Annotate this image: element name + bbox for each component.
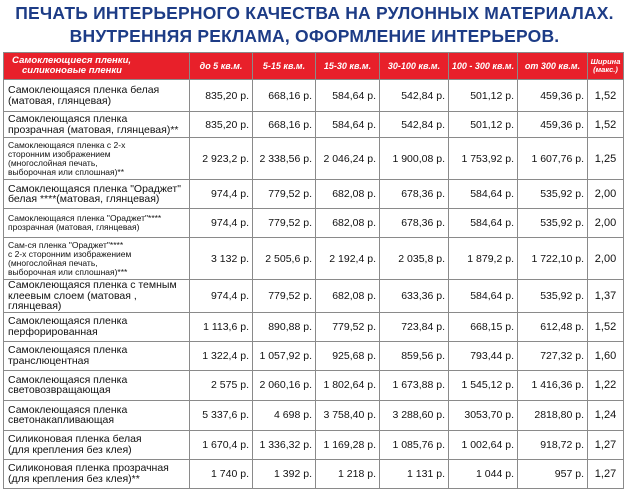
material-name-cell — [4, 80, 190, 112]
table-row — [4, 370, 624, 400]
material-name-cell — [4, 280, 190, 313]
page-title-line-1: ПЕЧАТЬ ИНТЕРЬЕРНОГО КАЧЕСТВА НА РУЛОННЫХ МАТЕРИАЛАХ. — [15, 3, 614, 23]
header-material-line-2: силиконовые пленки — [22, 65, 122, 76]
material-name-line: Самоклеющаяся пленка с 2-х — [8, 139, 126, 150]
price-cell: 2818,80 р. — [518, 400, 588, 430]
price-cell: 1 670,4 р. — [190, 430, 253, 459]
price-cell: 723,84 р. — [380, 312, 449, 341]
table-row — [4, 400, 624, 430]
table-row — [4, 138, 624, 180]
width-cell: 1,52 — [588, 312, 624, 341]
price-cell: 535,92 р. — [518, 209, 588, 238]
price-cell: 542,84 р. — [380, 112, 449, 138]
price-cell: 974,4 р. — [190, 280, 253, 313]
width-cell: 1,22 — [588, 370, 624, 400]
table-row — [4, 209, 624, 238]
material-name-line: с 2-х сторонним изображением — [8, 248, 132, 259]
price-cell: 859,56 р. — [380, 341, 449, 370]
price-cell: 668,16 р. — [253, 112, 316, 138]
material-name-cell — [4, 112, 190, 138]
header-15-30: 15-30 кв.м. — [316, 53, 380, 80]
price-cell: 2 575 р. — [190, 370, 253, 400]
width-cell: 1,27 — [588, 459, 624, 488]
material-name-line: выборочная или сплошная)** — [8, 166, 125, 177]
price-cell: 1 673,88 р. — [380, 370, 449, 400]
price-cell: 835,20 р. — [190, 80, 253, 112]
table-row — [4, 459, 624, 488]
price-cell: 925,68 р. — [316, 341, 380, 370]
material-name-line: световозвращающая — [8, 384, 111, 396]
table-row — [4, 341, 624, 370]
price-cell: 918,72 р. — [518, 430, 588, 459]
price-cell: 1 322,4 р. — [190, 341, 253, 370]
price-cell: 668,15 р. — [449, 312, 518, 341]
material-name-line: Сам-ся пленка "Ораджет"**** — [8, 239, 124, 250]
material-name-cell — [4, 138, 190, 180]
material-name-cell — [4, 459, 190, 488]
price-cell: 2 338,56 р. — [253, 138, 316, 180]
price-cell: 1 900,08 р. — [380, 138, 449, 180]
price-cell: 1 002,64 р. — [449, 430, 518, 459]
material-name-line: Самоклеющаяся пленка — [8, 373, 128, 386]
header-material-line-1: Самоклеющиеся пленки, — [12, 55, 132, 66]
width-cell: 1,27 — [588, 430, 624, 459]
width-cell: 1,60 — [588, 341, 624, 370]
price-cell: 1 131 р. — [380, 459, 449, 488]
price-cell: 5 337,6 р. — [190, 400, 253, 430]
price-cell: 584,64 р. — [449, 280, 518, 313]
price-cell: 678,36 р. — [380, 209, 449, 238]
price-cell: 584,64 р. — [316, 80, 380, 112]
material-name-line: светонакапливающая — [8, 414, 115, 426]
price-cell: 612,48 р. — [518, 312, 588, 341]
price-cell: 974,4 р. — [190, 209, 253, 238]
price-cell: 1 057,92 р. — [253, 341, 316, 370]
material-name-line: Самоклеющаяся пленка "Ораджет"**** — [8, 213, 162, 223]
material-name-line: (для крепления без клея) — [8, 443, 132, 456]
width-cell: 1,37 — [588, 280, 624, 313]
price-cell: 1 085,76 р. — [380, 430, 449, 459]
price-cell: 682,08 р. — [316, 180, 380, 209]
price-cell: 501,12 р. — [449, 112, 518, 138]
material-name-line: Самоклеющаяся пленка с темным — [8, 279, 177, 291]
material-name-line: Самоклеющаяся пленка — [8, 403, 128, 416]
table-row — [4, 430, 624, 459]
material-name-cell — [4, 180, 190, 209]
header-width-line-1: Ширина — [590, 57, 621, 66]
price-cell: 835,20 р. — [190, 112, 253, 138]
width-cell: 1,25 — [588, 138, 624, 180]
price-cell: 678,36 р. — [380, 180, 449, 209]
price-cell: 682,08 р. — [316, 280, 380, 313]
price-cell: 2 060,16 р. — [253, 370, 316, 400]
material-name-line: Силиконовая пленка белая — [8, 433, 142, 445]
price-cell: 779,52 р. — [253, 280, 316, 313]
price-cell: 1 044 р. — [449, 459, 518, 488]
material-name-line: (многослойная печать, — [8, 257, 98, 268]
price-cell: 682,08 р. — [316, 209, 380, 238]
material-name-cell — [4, 238, 190, 280]
material-name-cell — [4, 341, 190, 370]
table-body — [4, 80, 624, 489]
material-name-cell — [4, 312, 190, 341]
price-cell: 3 288,60 р. — [380, 400, 449, 430]
header-30-100: 30-100 кв.м. — [380, 53, 449, 80]
price-cell: 890,88 р. — [253, 312, 316, 341]
price-cell: 668,16 р. — [253, 80, 316, 112]
price-cell: 1 740 р. — [190, 459, 253, 488]
price-cell: 2 505,6 р. — [253, 238, 316, 280]
price-cell: 1 607,76 р. — [518, 138, 588, 180]
price-cell: 727,32 р. — [518, 341, 588, 370]
material-name-line: (матовая, глянцевая) — [8, 94, 112, 107]
material-name-line: (для крепления без клея)** — [8, 472, 140, 485]
material-name-line: транслюцентная — [8, 354, 90, 367]
price-cell: 1 416,36 р. — [518, 370, 588, 400]
price-cell: 1 545,12 р. — [449, 370, 518, 400]
material-name-line: прозрачная (матовая, глянцевая)** — [8, 123, 179, 136]
table-header-row — [4, 53, 624, 80]
price-cell: 633,36 р. — [380, 280, 449, 313]
price-cell: 974,4 р. — [190, 180, 253, 209]
material-name-line: Самоклеющаяся пленка белая — [8, 84, 160, 96]
table-row — [4, 312, 624, 341]
price-cell: 1 753,92 р. — [449, 138, 518, 180]
header-5-15: 5-15 кв.м. — [253, 53, 316, 80]
material-name-line: клеевым слоем (матовая , глянцевая) — [8, 289, 137, 312]
price-cell: 1 722,10 р. — [518, 238, 588, 280]
price-cell: 779,52 р. — [253, 209, 316, 238]
price-cell: 584,64 р. — [316, 112, 380, 138]
material-name-cell — [4, 400, 190, 430]
material-name-line: Силиконовая пленка прозрачная — [8, 462, 169, 474]
header-up-to-5: до 5 кв.м. — [190, 53, 253, 80]
price-cell: 2 046,24 р. — [316, 138, 380, 180]
material-name-line: Самоклеющаяся пленка — [8, 315, 128, 327]
material-name-cell — [4, 370, 190, 400]
width-cell: 1,52 — [588, 80, 624, 112]
width-cell: 2,00 — [588, 238, 624, 280]
price-cell: 4 698 р. — [253, 400, 316, 430]
price-cell: 542,84 р. — [380, 80, 449, 112]
material-name-line: прозрачная (матовая, глянцевая) — [8, 222, 140, 232]
header-from-300: от 300 кв.м. — [518, 53, 588, 80]
price-cell: 779,52 р. — [316, 312, 380, 341]
material-name-cell — [4, 209, 190, 238]
material-name-line: Самоклеющаяся пленка — [8, 344, 128, 356]
table-row — [4, 80, 624, 112]
material-name-line: Самоклеющаяся пленка — [8, 113, 128, 125]
price-cell: 2 035,8 р. — [380, 238, 449, 280]
price-cell: 3053,70 р. — [449, 400, 518, 430]
price-cell: 1 336,32 р. — [253, 430, 316, 459]
width-cell: 2,00 — [588, 209, 624, 238]
price-cell: 1 169,28 р. — [316, 430, 380, 459]
price-cell: 957 р. — [518, 459, 588, 488]
price-cell: 2 192,4 р. — [316, 238, 380, 280]
price-cell: 1 392 р. — [253, 459, 316, 488]
table-row — [4, 180, 624, 209]
material-name-line: белая ****(матовая, глянцевая) — [8, 193, 160, 205]
width-cell: 2,00 — [588, 180, 624, 209]
header-width — [588, 53, 624, 80]
price-cell: 535,92 р. — [518, 280, 588, 313]
price-cell: 584,64 р. — [449, 209, 518, 238]
material-name-cell — [4, 430, 190, 459]
price-cell: 459,36 р. — [518, 80, 588, 112]
table-row — [4, 238, 624, 280]
price-cell: 1 113,6 р. — [190, 312, 253, 341]
price-cell: 501,12 р. — [449, 80, 518, 112]
table-row — [4, 280, 624, 313]
material-name-line: перфорированная — [8, 325, 98, 338]
price-cell: 535,92 р. — [518, 180, 588, 209]
price-cell: 1 218 р. — [316, 459, 380, 488]
header-material — [4, 53, 190, 80]
price-cell: 3 758,40 р. — [316, 400, 380, 430]
page-title-line-2: ВНУТРЕННЯЯ РЕКЛАМА, ОФОРМЛЕНИЕ ИНТЕРЬЕРОВ. — [69, 26, 560, 46]
material-name-line: сторонним изображением — [8, 148, 111, 159]
price-cell: 1 879,2 р. — [449, 238, 518, 280]
price-table — [3, 52, 624, 489]
width-cell: 1,52 — [588, 112, 624, 138]
material-name-line: (многослойная печать, — [8, 157, 98, 168]
material-name-line: Самоклеющаяся пленка "Ораджет" — [8, 182, 181, 195]
price-cell: 2 923,2 р. — [190, 138, 253, 180]
price-cell: 584,64 р. — [449, 180, 518, 209]
width-cell: 1,24 — [588, 400, 624, 430]
price-cell: 779,52 р. — [253, 180, 316, 209]
header-width-line-2: (макс.) — [593, 65, 618, 74]
price-cell: 793,44 р. — [449, 341, 518, 370]
material-name-line: выборочная или сплошная)*** — [8, 266, 128, 277]
price-cell: 1 802,64 р. — [316, 370, 380, 400]
price-cell: 459,36 р. — [518, 112, 588, 138]
price-cell: 3 132 р. — [190, 238, 253, 280]
table-row — [4, 112, 624, 138]
header-100-300: 100 - 300 кв.м. — [449, 53, 518, 80]
